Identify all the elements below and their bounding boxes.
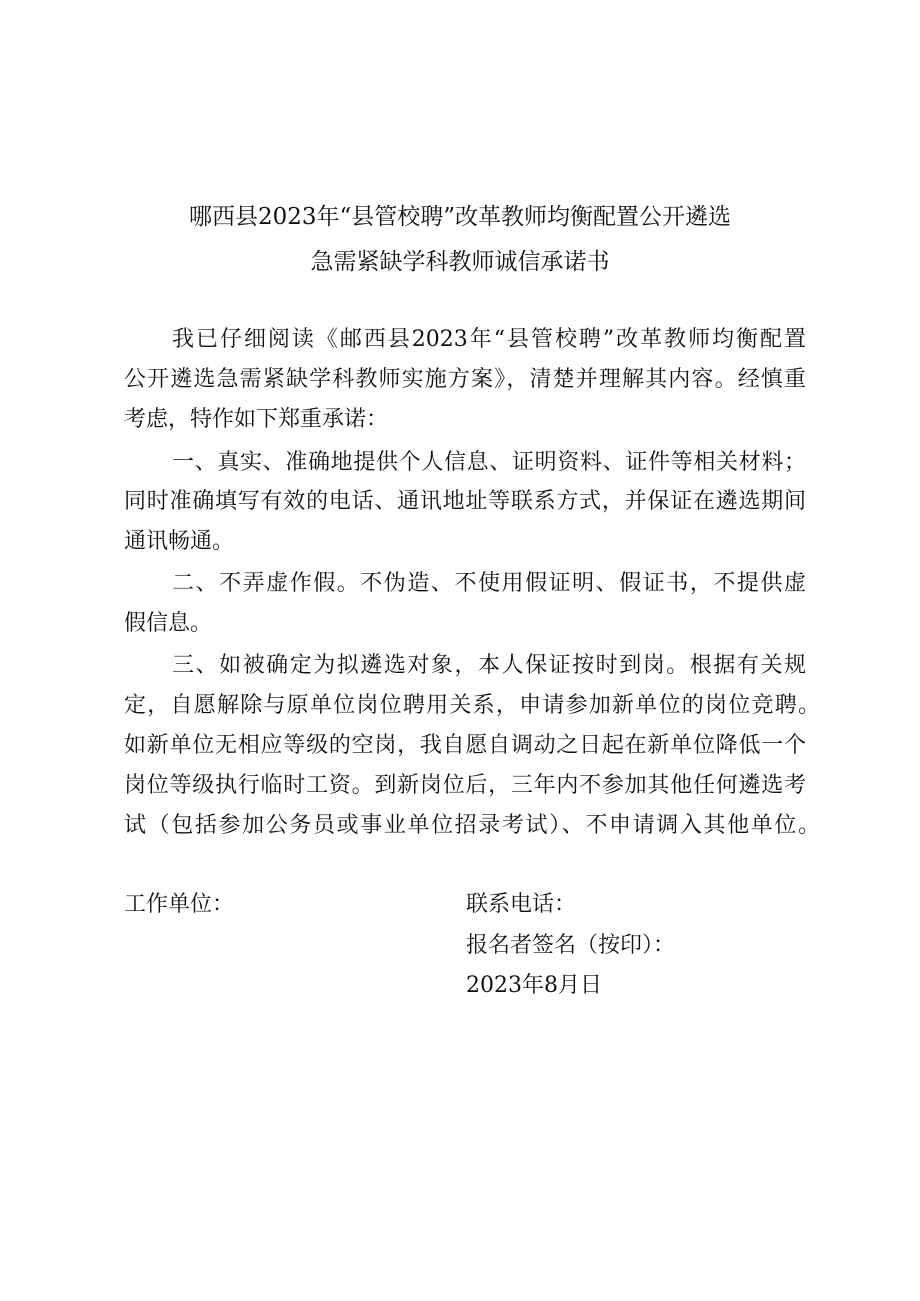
paragraph-3-line: 二、不弄虚作假。不伪造、不使用假证明、假证书，不提供虚 [172, 571, 806, 596]
paragraph-2-line: 通讯畅通。 [124, 529, 235, 554]
document-title-line-2: 急需紧缺学科教师诚信承诺书 [310, 249, 610, 275]
paragraph-1-line: 我已仔细阅读《邮西县2023年“县管校聘”改革教师均衡配置 [172, 327, 806, 352]
paragraph-4-line: 试（包括参加公务员或事业单位招录考试）、不申请调入其他单位。 [124, 813, 820, 838]
paragraph-4-line: 如新单位无相应等级的空岗，我自愿自调动之日起在新单位降低一个 [124, 733, 806, 758]
paragraph-3-line: 假信息。 [124, 611, 213, 636]
paragraph-2-line: 一、真实、准确地提供个人信息、证明资料、证件等相关材料； [172, 450, 806, 475]
paragraph-1-line: 考虑，特作如下郑重承诺： [124, 407, 389, 432]
paragraph-4-line: 三、如被确定为拟遴选对象，本人保证按时到岗。根据有关规 [172, 653, 806, 678]
document-title-line-1: 哪西县2023年“县管校聘”改革教师均衡配置公开遴选 [188, 204, 732, 230]
paragraph-4-line: 岗位等级执行临时工资。到新岗位后，三年内不参加其他任何遴选考 [124, 773, 806, 798]
work-unit-label: 工作单位： [124, 892, 235, 917]
phone-label: 联系电话： [466, 892, 577, 917]
paragraph-1-line: 公开遴选急需紧缺学科教师实施方案》，清楚并理解其内容。经慎重 [124, 367, 806, 392]
paragraph-4-line: 定，自愿解除与原单位岗位聘用关系，申请参加新单位的岗位竞聘。 [124, 693, 820, 718]
signature-label: 报名者签名（按印）： [466, 933, 676, 958]
paragraph-2-line: 同时准确填写有效的电话、通讯地址等联系方式，并保证在遴选期间 [124, 489, 806, 514]
date-line: 2023年8月日 [466, 973, 602, 998]
